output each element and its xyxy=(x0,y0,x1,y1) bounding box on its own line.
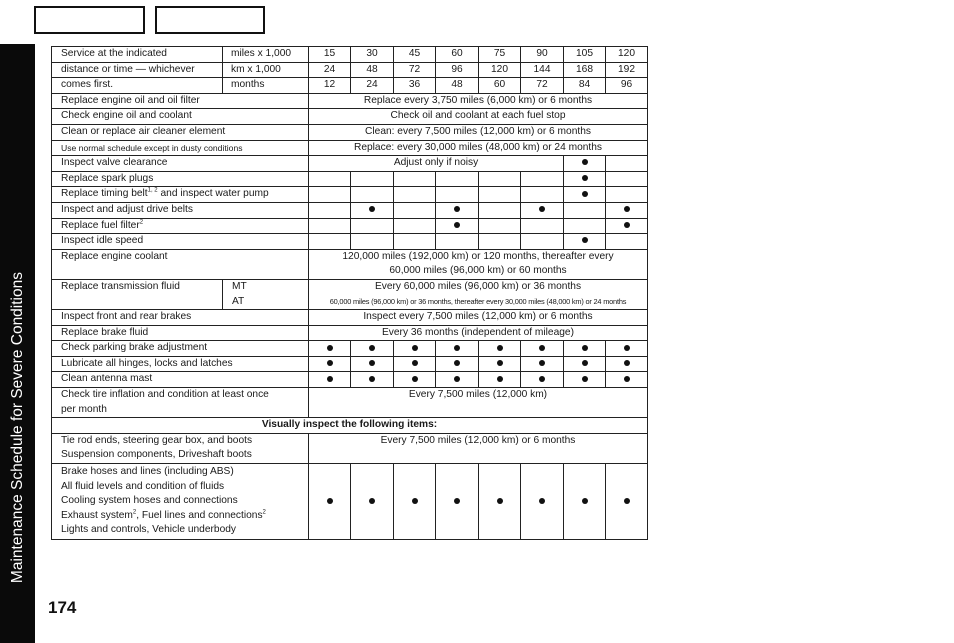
interval-text: 60,000 miles (96,000 km) or 36 months, thereafter every 30,000 miles (48,000 km) or 24 months xyxy=(309,295,648,310)
service-dot-icon xyxy=(412,345,418,351)
mark-cell xyxy=(394,218,436,234)
service-dot-icon xyxy=(327,376,333,382)
service-dot-icon xyxy=(624,345,630,351)
mark-cell xyxy=(521,464,564,540)
miles-value: 120 xyxy=(606,47,648,63)
mark-cell xyxy=(309,464,351,540)
item-label-part: , Fuel lines and connections xyxy=(136,509,263,521)
km-value: 72 xyxy=(394,62,436,78)
item-label: Brake hoses and lines (including ABS) xyxy=(61,466,234,478)
mark-cell xyxy=(436,218,479,234)
mark-cell xyxy=(606,156,648,172)
mark-cell xyxy=(521,372,564,388)
service-dot-icon xyxy=(454,206,460,212)
item-label-blank xyxy=(52,264,309,279)
service-dot-icon xyxy=(624,498,630,504)
interval-text: 60,000 miles (96,000 km) or 60 months xyxy=(309,264,648,279)
service-dot-icon xyxy=(582,237,588,243)
row-check-oil xyxy=(52,109,648,125)
interval-text: Replace: every 30,000 miles (48,000 km) or 24 months xyxy=(309,140,648,156)
item-label: Suspension components, Driveshaft boots xyxy=(52,448,309,463)
row-dusty-note xyxy=(52,140,648,156)
service-dot-icon xyxy=(539,498,545,504)
mark-cell xyxy=(606,187,648,203)
row-trans-at xyxy=(52,295,648,310)
header-row-months xyxy=(52,78,648,94)
item-label: Tie rod ends, steering gear box, and boots xyxy=(52,433,309,448)
row-tie-rod xyxy=(52,433,648,448)
item-label: Check parking brake adjustment xyxy=(52,341,309,357)
service-dot-icon xyxy=(582,159,588,165)
row-air-cleaner xyxy=(52,124,648,140)
item-label: per month xyxy=(52,403,309,418)
service-dot-icon xyxy=(624,222,630,228)
km-value: 96 xyxy=(436,62,479,78)
header-row-miles xyxy=(52,47,648,63)
miles-value: 90 xyxy=(521,47,564,63)
mark-cell xyxy=(436,356,479,372)
months-value: 36 xyxy=(394,78,436,94)
service-dot-icon xyxy=(624,376,630,382)
interval-text: Every 36 months (independent of mileage) xyxy=(309,325,648,341)
row-idle xyxy=(52,234,648,250)
visual-inspect-heading: Visually inspect the following items: xyxy=(52,418,648,434)
miles-value: 60 xyxy=(436,47,479,63)
mark-cell xyxy=(521,218,564,234)
mark-cell xyxy=(606,341,648,357)
service-dot-icon xyxy=(539,345,545,351)
mark-cell xyxy=(436,234,479,250)
mark-cell xyxy=(564,156,606,172)
months-value: 48 xyxy=(436,78,479,94)
item-label: All fluid levels and condition of fluids xyxy=(61,480,225,492)
item-label-part: and inspect water pump xyxy=(157,188,269,200)
mark-cell xyxy=(479,234,521,250)
interval-text: Clean: every 7,500 miles (12,000 km) or 6 months xyxy=(309,124,648,140)
months-value: 24 xyxy=(351,78,394,94)
mark-cell xyxy=(606,356,648,372)
service-dot-icon xyxy=(497,360,503,366)
service-dot-icon xyxy=(412,360,418,366)
service-dot-icon xyxy=(327,345,333,351)
service-dot-icon xyxy=(497,376,503,382)
row-coolant-cont xyxy=(52,264,648,279)
mark-cell xyxy=(564,202,606,218)
section-title: Maintenance Schedule for Severe Conditions xyxy=(9,271,26,583)
months-value: 96 xyxy=(606,78,648,94)
mark-cell xyxy=(436,341,479,357)
mark-cell xyxy=(309,356,351,372)
service-dot-icon xyxy=(454,376,460,382)
miles-value: 105 xyxy=(564,47,606,63)
row-visual-heading xyxy=(52,418,648,434)
mark-cell xyxy=(606,372,648,388)
mark-cell xyxy=(309,234,351,250)
miles-value: 15 xyxy=(309,47,351,63)
row-fuel-filter xyxy=(52,218,648,234)
service-dot-icon xyxy=(539,360,545,366)
mark-cell xyxy=(521,341,564,357)
mark-cell xyxy=(564,356,606,372)
mark-cell xyxy=(564,372,606,388)
service-dot-icon xyxy=(412,376,418,382)
item-label-blank xyxy=(52,295,223,310)
mark-cell xyxy=(394,171,436,187)
section-sidebar xyxy=(0,44,35,643)
interval-blank xyxy=(309,403,648,418)
mark-cell xyxy=(351,372,394,388)
footnote-ref: 2 xyxy=(139,219,144,226)
mark-cell xyxy=(394,356,436,372)
item-label: Cooling system hoses and connections xyxy=(61,495,238,507)
item-label: Lubricate all hinges, locks and latches xyxy=(52,356,309,372)
mark-cell xyxy=(309,202,351,218)
trans-type-at: AT xyxy=(223,295,309,310)
interval-text: Every 60,000 miles (96,000 km) or 36 months xyxy=(309,279,648,294)
row-lubricate xyxy=(52,356,648,372)
service-dot-icon xyxy=(582,498,588,504)
header-label-line: comes first. xyxy=(52,78,223,94)
row-parking xyxy=(52,341,648,357)
mark-cell xyxy=(606,171,648,187)
item-label xyxy=(52,218,309,234)
mark-cell xyxy=(606,234,648,250)
service-dot-icon xyxy=(369,376,375,382)
mark-cell xyxy=(564,464,606,540)
item-label: Lights and controls, Vehicle underbody xyxy=(61,524,237,536)
mark-cell xyxy=(351,341,394,357)
mark-cell xyxy=(606,218,648,234)
interval-text: Replace every 3,750 miles (6,000 km) or 6 months xyxy=(309,93,648,109)
row-timing xyxy=(52,187,648,203)
service-dot-icon xyxy=(582,191,588,197)
item-note: Use normal schedule except in dusty conditions xyxy=(52,140,309,156)
item-label xyxy=(61,509,308,524)
row-brakes xyxy=(52,310,648,326)
service-dot-icon xyxy=(582,175,588,181)
mark-cell xyxy=(479,341,521,357)
unit-label: km x 1,000 xyxy=(223,62,309,78)
item-label: Replace engine coolant xyxy=(52,249,309,264)
header-tab-box-right xyxy=(155,6,265,34)
mark-cell xyxy=(479,171,521,187)
row-trans-mt xyxy=(52,279,648,294)
mark-cell xyxy=(564,187,606,203)
service-dot-icon xyxy=(369,360,375,366)
footnote-ref: 2 xyxy=(262,509,266,516)
trans-type-mt: MT xyxy=(223,279,309,294)
header-row-km xyxy=(52,62,648,78)
header-label-line: Service at the indicated xyxy=(52,47,223,63)
service-dot-icon xyxy=(327,498,333,504)
service-dot-icon xyxy=(454,360,460,366)
mark-cell xyxy=(606,202,648,218)
miles-value: 75 xyxy=(479,47,521,63)
mark-cell xyxy=(309,218,351,234)
mark-cell xyxy=(564,171,606,187)
service-dot-icon xyxy=(369,345,375,351)
row-coolant xyxy=(52,249,648,264)
interval-text: Check oil and coolant at each fuel stop xyxy=(309,109,648,125)
mark-cell xyxy=(309,341,351,357)
km-value: 48 xyxy=(351,62,394,78)
page-number: 174 xyxy=(48,598,77,617)
mark-cell xyxy=(436,187,479,203)
row-oil-filter xyxy=(52,93,648,109)
item-label-part: Exhaust system xyxy=(61,509,133,521)
service-dot-icon xyxy=(624,206,630,212)
mark-cell xyxy=(351,234,394,250)
service-dot-icon xyxy=(582,360,588,366)
mark-cell xyxy=(436,464,479,540)
mark-cell xyxy=(521,202,564,218)
service-dot-icon xyxy=(327,360,333,366)
service-dot-icon xyxy=(497,498,503,504)
item-label-part: Replace fuel filter xyxy=(61,219,140,231)
mark-cell xyxy=(606,464,648,540)
interval-text: Inspect every 7,500 miles (12,000 km) or 6 months xyxy=(309,310,648,326)
km-value: 24 xyxy=(309,62,351,78)
service-dot-icon xyxy=(454,498,460,504)
mark-cell xyxy=(351,218,394,234)
row-antenna xyxy=(52,372,648,388)
mark-cell xyxy=(351,202,394,218)
service-dot-icon xyxy=(369,498,375,504)
mark-cell xyxy=(351,171,394,187)
unit-label: months xyxy=(223,78,309,94)
km-value: 168 xyxy=(564,62,606,78)
service-dot-icon xyxy=(582,345,588,351)
item-label: Check engine oil and coolant xyxy=(52,109,309,125)
mark-cell xyxy=(479,202,521,218)
mark-cell xyxy=(564,341,606,357)
mark-cell xyxy=(479,218,521,234)
mark-cell xyxy=(394,234,436,250)
months-value: 12 xyxy=(309,78,351,94)
row-visual-block xyxy=(52,464,648,540)
interval-text: Adjust only if noisy xyxy=(309,156,564,172)
service-dot-icon xyxy=(539,206,545,212)
mark-cell xyxy=(564,234,606,250)
mark-cell xyxy=(436,202,479,218)
item-label: Replace transmission fluid xyxy=(52,279,223,294)
maintenance-schedule-table xyxy=(51,46,648,540)
item-label xyxy=(52,187,309,203)
months-value: 84 xyxy=(564,78,606,94)
row-brake-fluid xyxy=(52,325,648,341)
item-label: Inspect front and rear brakes xyxy=(52,310,309,326)
service-dot-icon xyxy=(412,498,418,504)
mark-cell xyxy=(394,372,436,388)
unit-label: miles x 1,000 xyxy=(223,47,309,63)
row-tire-cont xyxy=(52,403,648,418)
mark-cell xyxy=(521,187,564,203)
mark-cell xyxy=(479,464,521,540)
months-value: 72 xyxy=(521,78,564,94)
mark-cell xyxy=(394,187,436,203)
service-dot-icon xyxy=(497,345,503,351)
mark-cell xyxy=(351,356,394,372)
item-label-part: Replace timing belt xyxy=(61,188,148,200)
service-dot-icon xyxy=(454,222,460,228)
row-valve xyxy=(52,156,648,172)
row-drive-belts xyxy=(52,202,648,218)
mark-cell xyxy=(351,464,394,540)
interval-text: Every 7,500 miles (12,000 km) or 6 months xyxy=(309,433,648,448)
row-tire xyxy=(52,388,648,403)
item-label: Replace spark plugs xyxy=(52,171,309,187)
mark-cell xyxy=(436,372,479,388)
footnote-ref: 2 xyxy=(132,509,137,516)
service-dot-icon xyxy=(624,360,630,366)
interval-blank xyxy=(309,448,648,463)
interval-text: Every 7,500 miles (12,000 km) xyxy=(309,388,648,403)
mark-cell xyxy=(521,171,564,187)
row-suspension xyxy=(52,448,648,463)
row-spark xyxy=(52,171,648,187)
header-tab-box-left xyxy=(34,6,145,34)
mark-cell xyxy=(351,187,394,203)
mark-cell xyxy=(309,171,351,187)
mark-cell xyxy=(521,234,564,250)
item-label: Check tire inflation and condition at least once xyxy=(52,388,309,403)
mark-cell xyxy=(521,356,564,372)
service-dot-icon xyxy=(369,206,375,212)
service-dot-icon xyxy=(582,376,588,382)
item-label: Clean or replace air cleaner element xyxy=(52,124,309,140)
km-value: 120 xyxy=(479,62,521,78)
mark-cell xyxy=(394,202,436,218)
months-value: 60 xyxy=(479,78,521,94)
miles-value: 45 xyxy=(394,47,436,63)
service-dot-icon xyxy=(454,345,460,351)
mark-cell xyxy=(479,372,521,388)
km-value: 144 xyxy=(521,62,564,78)
item-label: Inspect and adjust drive belts xyxy=(52,202,309,218)
mark-cell xyxy=(394,341,436,357)
mark-cell xyxy=(564,218,606,234)
footnote-ref: 1, 2 xyxy=(147,187,158,194)
mark-cell xyxy=(309,372,351,388)
visual-items-list xyxy=(52,464,309,540)
header-label-line: distance or time — whichever xyxy=(52,62,223,78)
item-label: Clean antenna mast xyxy=(52,372,309,388)
mark-cell xyxy=(479,356,521,372)
mark-cell xyxy=(309,187,351,203)
interval-text: 120,000 miles (192,000 km) or 120 months, thereafter every xyxy=(309,249,648,264)
mark-cell xyxy=(394,464,436,540)
service-dot-icon xyxy=(539,376,545,382)
mark-cell xyxy=(479,187,521,203)
km-value: 192 xyxy=(606,62,648,78)
item-label: Inspect idle speed xyxy=(52,234,309,250)
item-label: Inspect valve clearance xyxy=(52,156,309,172)
item-label: Replace brake fluid xyxy=(52,325,309,341)
miles-value: 30 xyxy=(351,47,394,63)
item-label: Replace engine oil and oil filter xyxy=(52,93,309,109)
mark-cell xyxy=(436,171,479,187)
